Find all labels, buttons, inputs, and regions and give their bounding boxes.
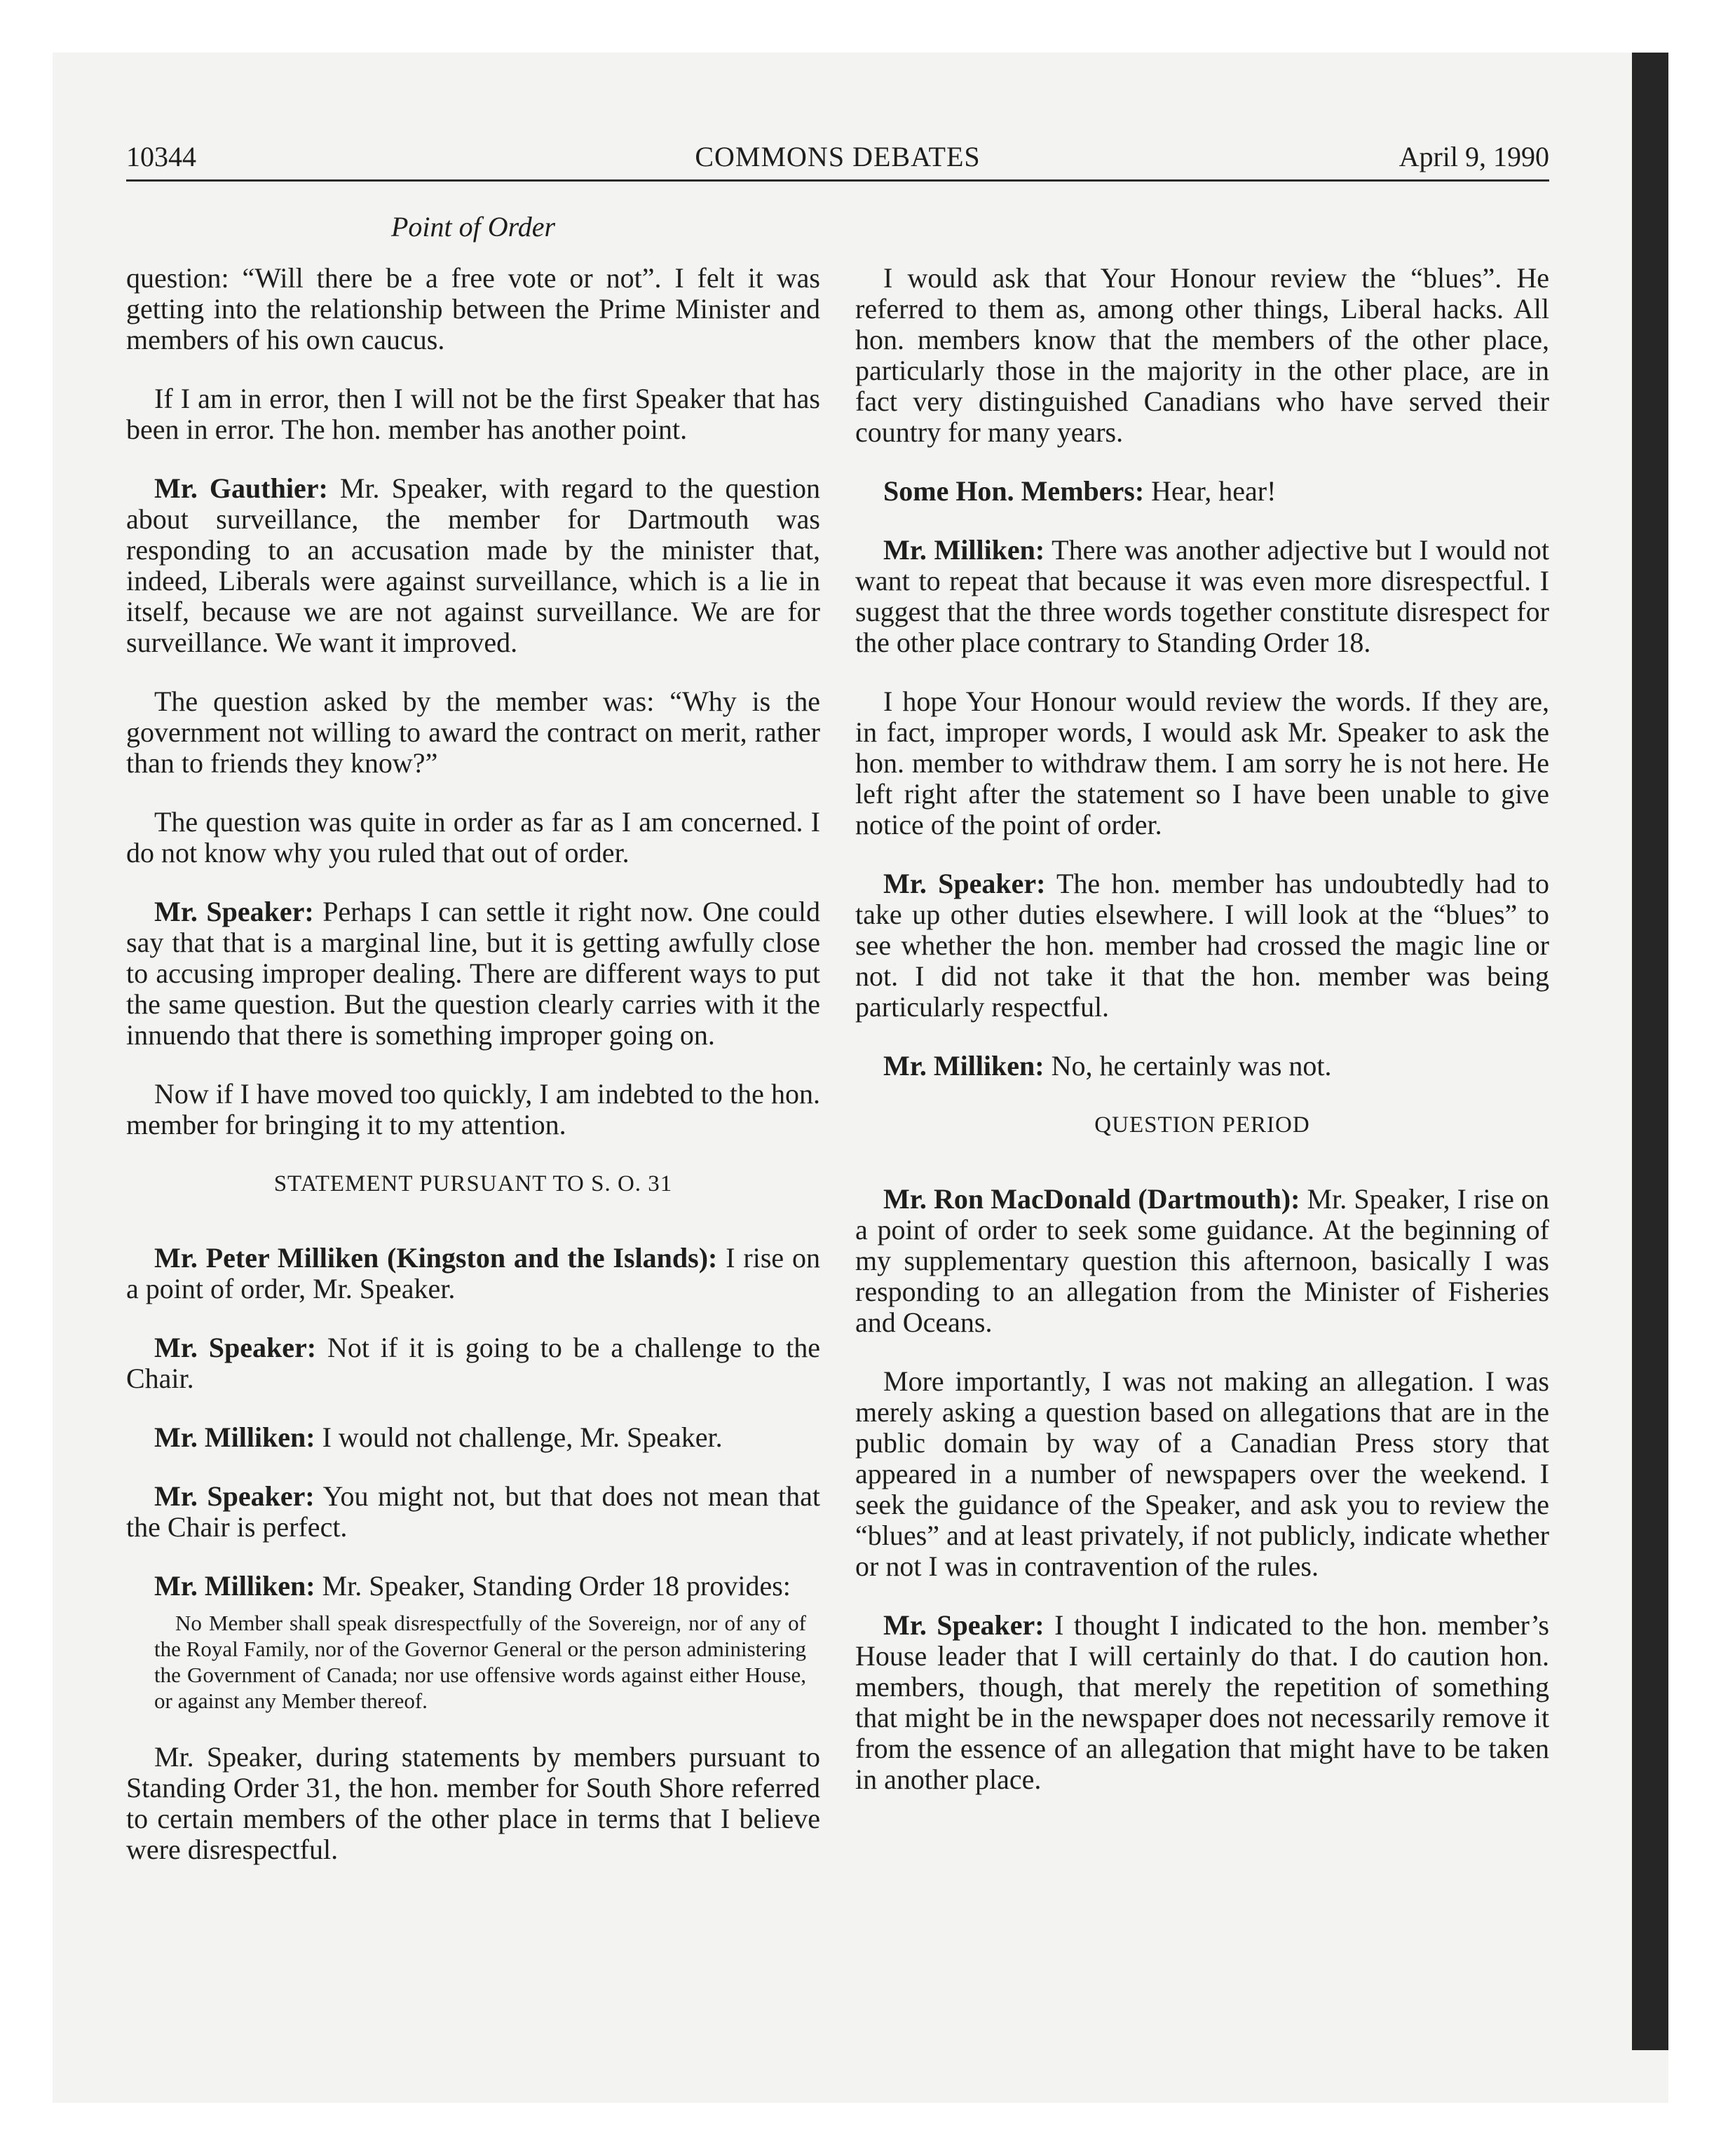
speech-paragraph	[126, 1422, 820, 1453]
speech-paragraph	[855, 476, 1549, 507]
subsection-heading: QUESTION PERIOD	[1094, 1112, 1310, 1138]
section-title: Point of Order	[390, 211, 556, 243]
speech-text: Perhaps I can settle it right now. One could say that that is a marginal line, but it is getting awfully close to accusing improper dealing. There are different ways to put the same question. But the question clearly carries with it the innuendo that there is something improper going on.	[126, 896, 821, 1051]
paragraph: I hope Your Honour would review the words. If they are, in fact, improper words, I would ask Mr. Speaker to ask the hon. member to withdraw them. I am sorry he is not here. He left right after the statement so I have been unable to give notice of the point of order.	[855, 685, 1549, 840]
paragraph: Mr. Speaker, during statements by members pursuant to Standing Order 31, the hon. member for South Shore referred to certain members of the other place in terms that I believe were disrespectful.	[126, 1741, 820, 1865]
right-column	[855, 263, 1549, 1823]
speaker-name: Mr. Milliken:	[154, 1570, 315, 1602]
speaker-name: Mr. Gauthier:	[154, 472, 328, 504]
scan-edge-shadow	[1632, 53, 1668, 2050]
speech-paragraph	[126, 473, 820, 658]
header-rule	[126, 179, 1549, 182]
speaker-name: Some Hon. Members:	[883, 475, 1145, 507]
speech-text: The hon. member has undoubtedly had to take up other duties elsewhere. I will look at the “blues” to see whether the hon. member had crossed the magic line or not. I did not take it that the hon. member was being particularly respectful.	[855, 868, 1550, 1023]
paragraph: If I am in error, then I will not be the first Speaker that has been in error. The hon. member has another point.	[126, 383, 820, 445]
speech-paragraph	[855, 535, 1549, 658]
publication-title: COMMONS DEBATES	[695, 141, 981, 172]
paragraph: I would ask that Your Honour review the “blues”. He referred to them as, among other things, Liberal hacks. All hon. members know that the members of the other place, particularly those in the majority in the other place, are in fact very distinguished Canadians who have served their country for many years.	[855, 262, 1549, 448]
page-number: 10344	[126, 141, 196, 172]
paragraph: Now if I have moved too quickly, I am indebted to the hon. member for bringing it to my attention.	[126, 1078, 820, 1140]
speaker-name: Mr. Milliken:	[154, 1421, 315, 1453]
paragraph: The question was quite in order as far as I am concerned. I do not know why you ruled that out of order.	[126, 806, 820, 868]
speech-text: Not if it is going to be a challenge to the Chair.	[126, 1332, 821, 1394]
paragraph: The question asked by the member was: “Why is the government not willing to award the contract on merit, rather than to friends they know?”	[126, 685, 820, 779]
speaker-name: Mr. Peter Milliken (Kingston and the Islands):	[154, 1242, 718, 1274]
speaker-name: Mr. Milliken:	[883, 534, 1045, 566]
speech-text: Mr. Speaker, I rise on a point of order to seek some guidance. At the beginning of my supplementary question this afternoon, basically I was responding to an allegation from the Minister of Fisheries and Oceans.	[855, 1183, 1550, 1338]
speech-text: Hear, hear!	[1144, 475, 1277, 507]
speech-paragraph	[126, 1243, 820, 1304]
publication-date: April 9, 1990	[1399, 141, 1549, 172]
speaker-name: Mr. Speaker:	[883, 868, 1046, 899]
speech-paragraph	[855, 1610, 1549, 1795]
speaker-name: Mr. Speaker:	[154, 896, 314, 927]
speech-paragraph	[126, 1571, 820, 1602]
speaker-name: Mr. Milliken:	[883, 1050, 1045, 1082]
speech-paragraph	[855, 868, 1549, 1023]
speaker-name: Mr. Speaker:	[154, 1332, 317, 1363]
left-column	[126, 263, 820, 1893]
speech-text: I thought I indicated to the hon. member’s House leader that I will certainly do that. I do caution hon. members, though, that merely the repetition of something that might be in the newspaper does not necessarily remove it from the essence of an allegation that might have to be taken in another place.	[855, 1609, 1550, 1795]
speaker-name: Mr. Speaker:	[883, 1609, 1045, 1641]
quote-text: No Member shall speak disrespectfully of the Sovereign, nor of any of the Royal Family, nor of the Governor General or the person administering the Government of Canada; nor use offensive words against either House, or against any Member thereof.	[154, 1611, 806, 1713]
paragraph: question: “Will there be a free vote or not”. I felt it was getting into the relationship between the Prime Minister and members of his own caucus.	[126, 262, 820, 355]
speech-paragraph	[855, 1184, 1549, 1338]
speech-text: You might not, but that does not mean that the Chair is perfect.	[126, 1480, 821, 1543]
speech-text: Mr. Speaker, Standing Order 18 provides:	[315, 1570, 791, 1602]
speaker-name: Mr. Speaker:	[154, 1480, 315, 1512]
speech-text: I would not challenge, Mr. Speaker.	[315, 1421, 723, 1453]
speech-paragraph	[126, 1332, 820, 1394]
speech-text: Mr. Speaker, with regard to the question about surveillance, the member for Dartmouth was responding to an accusation made by the minister that, indeed, Liberals were against surveillance, which is a lie in itself, because we are not against surveillance. We are for surveillance. We want it improved.	[126, 472, 820, 658]
speaker-name: Mr. Ron MacDonald (Dartmouth):	[883, 1183, 1300, 1215]
paragraph: More importantly, I was not making an allegation. I was merely asking a question based on allegations that are in the public domain by way of a Canadian Press story that appeared in a number of newspapers over the weekend. I seek the guidance of the Speaker, and ask you to review the “blues” and at least privately, if not publicly, indicate whether or not I was in contravention of the rules.	[855, 1365, 1549, 1582]
speech-text: No, he certainly was not.	[1044, 1050, 1332, 1082]
speech-paragraph	[126, 896, 820, 1051]
block-quote	[154, 1610, 806, 1714]
speech-paragraph	[126, 1481, 820, 1543]
page-header	[126, 140, 1549, 177]
speech-text: I rise on a point of order, Mr. Speaker.	[126, 1242, 821, 1304]
speech-text: There was another adjective but I would not want to repeat that because it was even more disrespectful. I suggest that the three words together constitute disrespect for the other place contrary to Standing Order 18.	[855, 534, 1550, 658]
subsection-heading: STATEMENT PURSUANT TO S. O. 31	[273, 1171, 673, 1196]
speech-paragraph	[855, 1051, 1549, 1082]
